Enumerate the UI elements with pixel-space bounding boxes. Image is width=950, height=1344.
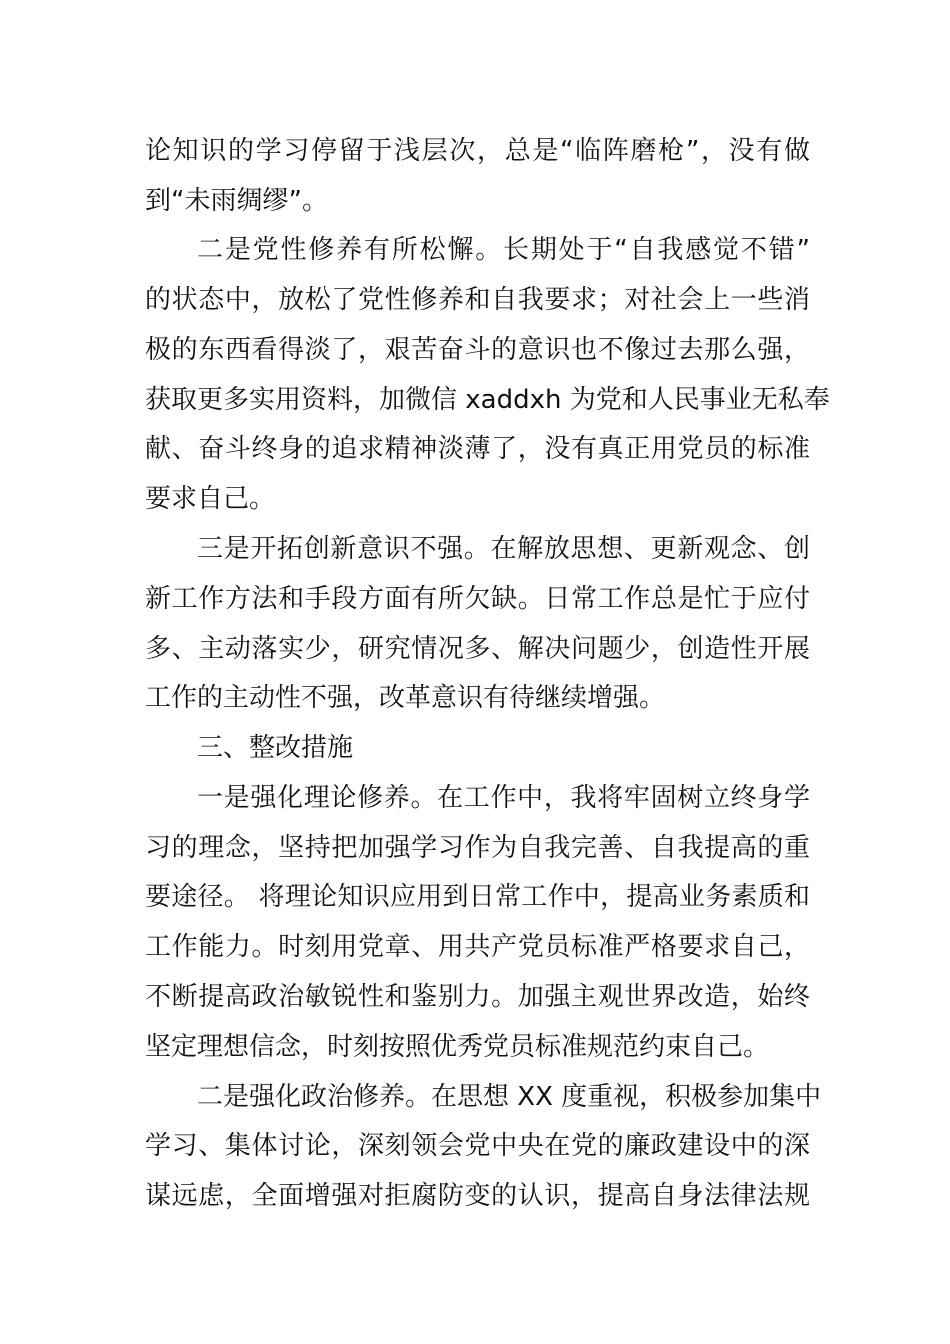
text-line-7: 献、奋斗终身的追求精神淡薄了，没有真正用党员的标准 <box>145 434 810 464</box>
text-line-22: 谋远虑，全面增强对拒腐防变的认识，提高自身法律法规 <box>145 1181 810 1211</box>
text-line-10: 新工作方法和手段方面有所欠缺。日常工作总是忙于应付 <box>145 584 810 614</box>
text-line-15: 习的理念，坚持把加强学习作为自我完善、自我提高的重 <box>145 833 810 863</box>
text-line-6: 获取更多实用资料，加微信 xaddxh 为党和人民事业无私奉 <box>145 385 830 415</box>
text-line-21: 学习、集体讨论，深刻领会党中央在党的廉政建设中的深 <box>145 1131 810 1161</box>
text-line-8: 要求自己。 <box>145 484 276 514</box>
text-line-12: 工作的主动性不强，改革意识有待继续增强。 <box>145 683 666 713</box>
text-line-19: 坚定理想信念，时刻按照优秀党员标准规范约束自己。 <box>145 1032 770 1062</box>
paragraph-start-line: 二是党性修养有所松懈。长期处于“自我感觉不错” <box>197 235 810 265</box>
paragraph-start-line: 一是强化理论修养。在工作中，我将牢固树立终身学 <box>197 783 810 813</box>
paragraph-start-line: 二是强化政治修养。在思想 XX 度重视，积极参加集中 <box>197 1082 822 1112</box>
text-line-16: 要途径。 将理论知识应用到日常工作中，提高业务素质和 <box>145 882 810 912</box>
text-line-1: 论知识的学习停留于浅层次，总是“临阵磨枪”，没有做 <box>145 136 810 166</box>
text-line-4: 的状态中，放松了党性修养和自我要求；对社会上一些消 <box>145 285 810 315</box>
paragraph-start-line: 三是开拓创新意识不强。在解放思想、更新观念、创 <box>197 534 810 564</box>
section-heading: 三、整改措施 <box>197 733 354 763</box>
text-line-11: 多、主动落实少，研究情况多、解决问题少，创造性开展 <box>145 634 810 664</box>
text-line-17: 工作能力。时刻用党章、用共产党员标准严格要求自己， <box>145 932 810 962</box>
text-line-2: 到“未雨绸缪”。 <box>145 186 328 216</box>
text-line-5: 极的东西看得淡了，艰苦奋斗的意识也不像过去那么强， <box>145 335 810 365</box>
text-line-18: 不断提高政治敏锐性和鉴别力。加强主观世界改造，始终 <box>145 982 810 1012</box>
